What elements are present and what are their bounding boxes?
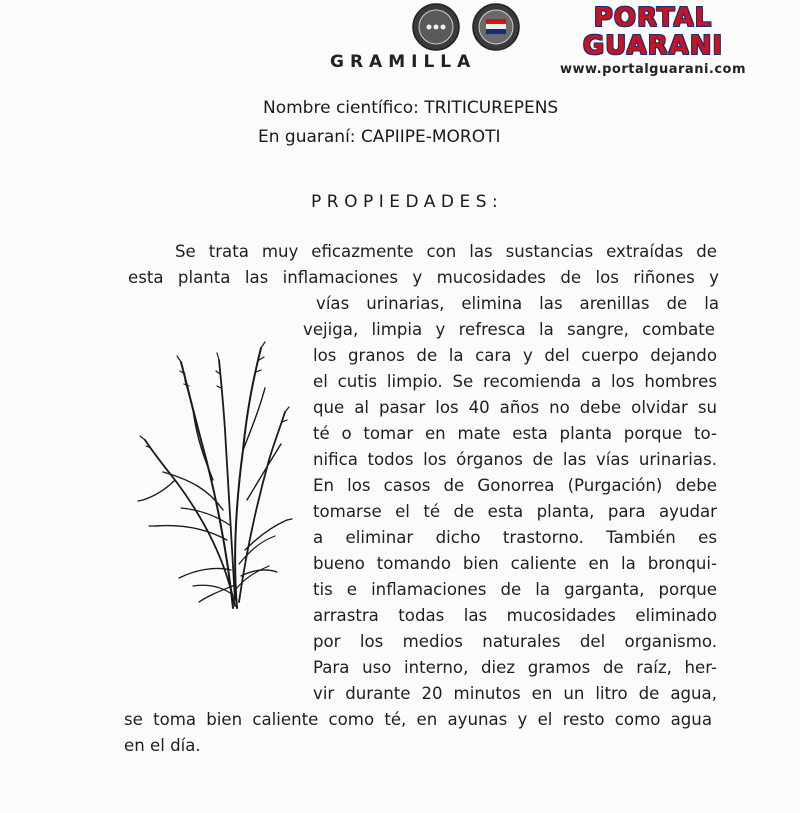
body-line: Se trata muy eficazmente con las sustancias extraídas de <box>175 242 717 261</box>
scientific-name: Nombre científico: TRITICUREPENS <box>263 98 559 118</box>
guarani-seal-icon <box>413 4 459 50</box>
grass-plant-illustration <box>135 340 295 615</box>
body-line: los granos de la cara y del cuerpo dejando <box>313 346 717 365</box>
body-line: Para uso interno, diez gramos de raíz, her- <box>313 658 717 677</box>
body-line: arrastra todas las mucosidades eliminado <box>313 606 717 625</box>
paraguay-seal-icon <box>473 4 519 50</box>
body-line: bueno tomando bien caliente en la bronqui- <box>313 554 717 573</box>
brand-url[interactable]: www.portalguarani.com <box>559 62 747 77</box>
body-line: esta planta las inflamaciones y mucosidades de los riñones y <box>128 268 719 287</box>
body-line: se toma bien caliente como té, en ayunas y el resto como agua <box>124 710 712 729</box>
portal-guarani-brand[interactable] <box>528 4 778 77</box>
body-line: que al pasar los 40 años no debe olvidar su <box>313 398 717 417</box>
body-line: En los casos de Gonorrea (Purgación) debe <box>313 476 717 495</box>
body-line: vías urinarias, elimina las arenillas de la <box>316 294 719 313</box>
section-heading: PROPIEDADES: <box>311 192 504 212</box>
body-line: el cutis limpio. Se recomienda a los hombres <box>313 372 717 391</box>
body-line: té o tomar en mate esta planta porque to- <box>313 424 717 443</box>
guarani-name: En guaraní: CAPIIPE-MOROTI <box>258 127 501 147</box>
body-line: vejiga, limpia y refresca la sangre, combate <box>303 320 715 339</box>
brand-name: PORTAL GUARANI <box>582 3 724 61</box>
body-line: vir durante 20 minutos en un litro de agua, <box>313 684 717 703</box>
body-line: tomarse el té de esta planta, para ayudar <box>313 502 717 521</box>
page-title: GRAMILLA <box>330 52 477 72</box>
body-line: por los medios naturales del organismo. <box>313 632 717 651</box>
body-line: tis e inflamaciones de la garganta, porque <box>313 580 717 599</box>
body-line: a eliminar dicho trastorno. También es <box>313 528 717 547</box>
body-line: en el día. <box>124 736 201 755</box>
portal-guarani-seals-icon <box>410 2 525 52</box>
body-line: nifica todos los órganos de las vías urinarias. <box>313 450 717 469</box>
